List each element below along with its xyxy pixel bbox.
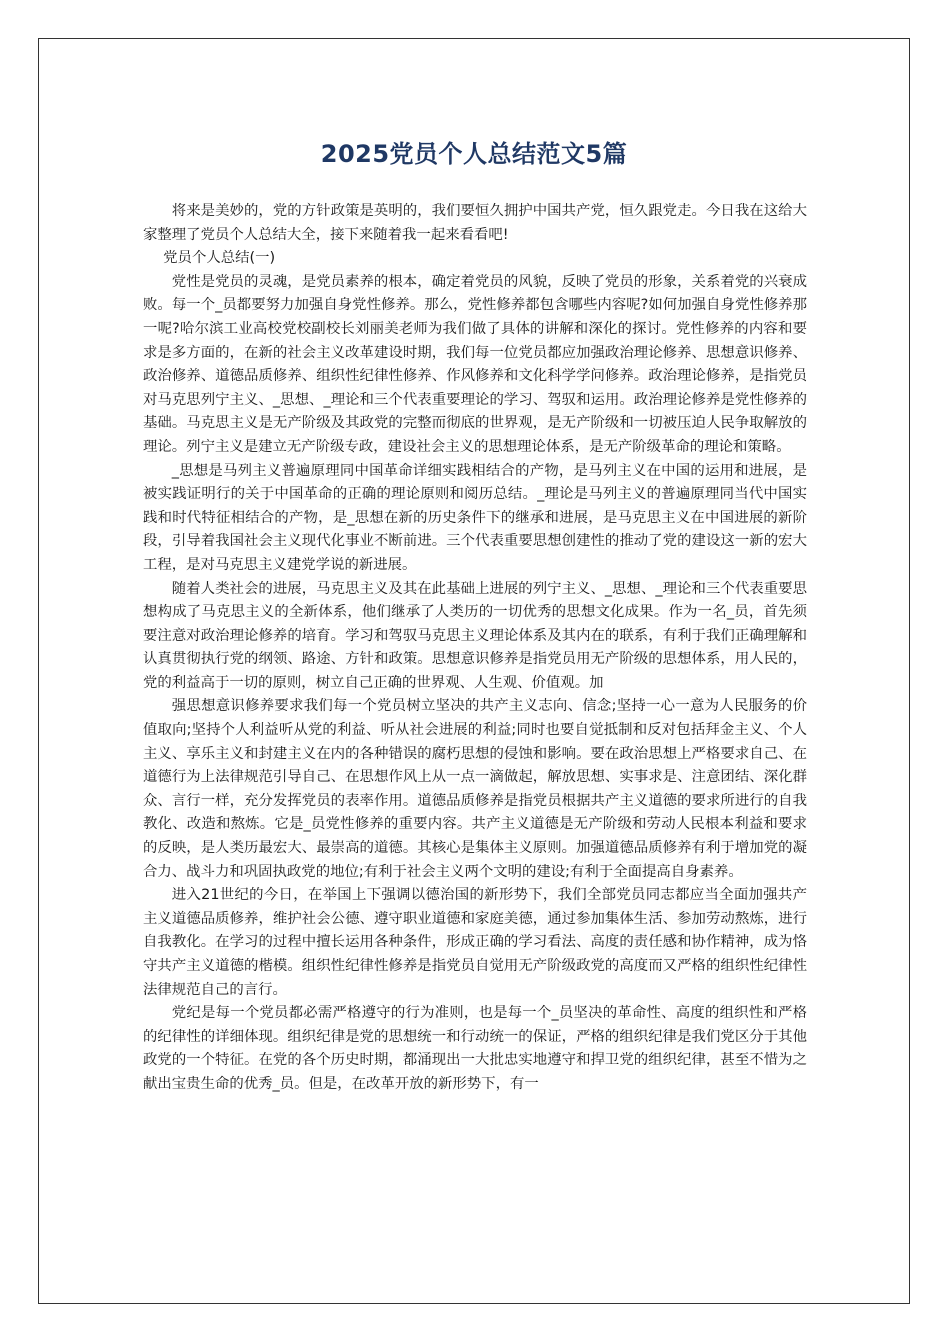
paragraph: 随着人类社会的进展，马克思主义及其在此基础上进展的列宁主义、_思想、_理论和三个代表重要思想构成了马克思主义的全新体系，他们继承了人类历的一切优秀的思想文化成果。作为一名_员，首先须要注意对政治理论修养的培育。学习和驾驭马克思主义理论体系及其内在的联系，有利于我们正确理解和认真贯彻执行党的纲领、路途、方针和政策。思想意识修养是指党员用无产阶级的思想体系，用人民的，党的利益高于一切的原则，树立自己正确的世界观、人生观、价值观。加: [143, 580, 807, 691]
paragraph: 党纪是每一个党员都必需严格遵守的行为准则，也是每一个_员坚决的革命性、高度的组织性和严格的纪律性的详细体现。组织纪律是党的思想统一和行动统一的保证，严格的组织纪律是我们党区分于其他政党的一个特征。在党的各个历史时期，都涌现出一大批忠实地遵守和捍卫党的组织纪律，甚至不惜为之献出宝贵生命的优秀_员。但是，在改革开放的新形势下，有一: [143, 1005, 807, 1092]
paragraph: _思想是马列主义普遍原理同中国革命详细实践相结合的产物，是马列主义在中国的运用和进展，是被实践证明行的关于中国革命的正确的理论原则和阅历总结。_理论是马列主义的普遍原理同当代中国实践和时代特征相结合的产物，是_思想在新的历史条件下的继承和进展，是马克思主义在中国进展的新阶段，引导着我国社会主义现代化事业不断前进。三个代表重要思想创建性的推动了党的建设这一新的宏大工程，是对马克思主义建党学说的新进展。: [143, 462, 807, 573]
paragraph: 党性是党员的灵魂，是党员素养的根本，确定着党员的风貌，反映了党员的形象，关系着党的兴衰成败。每一个_员都要努力加强自身党性修养。那么，党性修养都包含哪些内容呢?如何加强自身党性修养那一呢?哈尔滨工业高校党校副校长刘丽美老师为我们做了具体的讲解和深化的探讨。党性修养的内容和要求是多方面的，在新的社会主义改革建设时期，我们每一位党员都应加强政治理论修养、思想意识修养、政治修养、道德品质修养、组织性纪律性修养、作风修养和文化科学学问修养。政治理论修养，是指党员对马克思列宁主义、_思想、_理论和三个代表重要理论的学习、驾驭和运用。政治理论修养是党性修养的基础。马克思主义是无产阶级及其政党的完整而彻底的世界观，是无产阶级和一切被压迫人民争取解放的理论。列宁主义是建立无产阶级专政，建设社会主义的思想理论体系，是无产阶级革命的理论和策略。: [143, 273, 807, 455]
paragraph: 进入21世纪的今日，在举国上下强调以德治国的新形势下，我们全部党员同志都应当全面加强共产主义道德品质修养，维护社会公德、遵守职业道德和家庭美德，通过参加集体生活、参加劳动熬炼，进行自我教化。在学习的过程中擅长运用各种条件，形成正确的学习看法、高度的责任感和协作精神，成为恪守共产主义道德的楷模。组织性纪律性修养是指党员自觉用无产阶级政党的高度而又严格的组织性纪律性法律规范自己的言行。: [143, 887, 807, 998]
document-title: 2025党员个人总结范文5篇: [320, 140, 628, 168]
document-body: [143, 200, 807, 1097]
paragraph-intro: 将来是美妙的，党的方针政策是英明的，我们要恒久拥护中国共产党，恒久跟党走。今日我在这给大家整理了党员个人总结大全，接下来随着我一起来看看吧!: [143, 203, 807, 243]
paragraph: 强思想意识修养要求我们每一个党员树立坚决的共产主义志向、信念;坚持一心一意为人民服务的价值取向;坚持个人利益听从党的利益、听从社会进展的利益;同时也要自觉抵制和反对包括拜金主义、个人主义、享乐主义和封建主义在内的各种错误的腐朽思想的侵蚀和影响。要在政治思想上严格要求自己、在道德行为上法律规范引导自己、在思想作风上从一点一滴做起，解放思想、实事求是、注意团结、深化群众、言行一样，充分发挥党员的表率作用。道德品质修养是指党员根据共产主义道德的要求所进行的自我教化、改造和熬炼。它是_员党性修养的重要内容。共产主义道德是无产阶级和劳动人民根本利益和要求的反映，是人类历最宏大、最崇高的道德。其核心是集体主义原则。加强道德品质修养有利于增加党的凝合力、战斗力和巩固执政党的地位;有利于社会主义两个文明的建设;有利于全面提高自身素养。: [143, 698, 807, 880]
section-heading: 党员个人总结(一): [163, 250, 276, 267]
